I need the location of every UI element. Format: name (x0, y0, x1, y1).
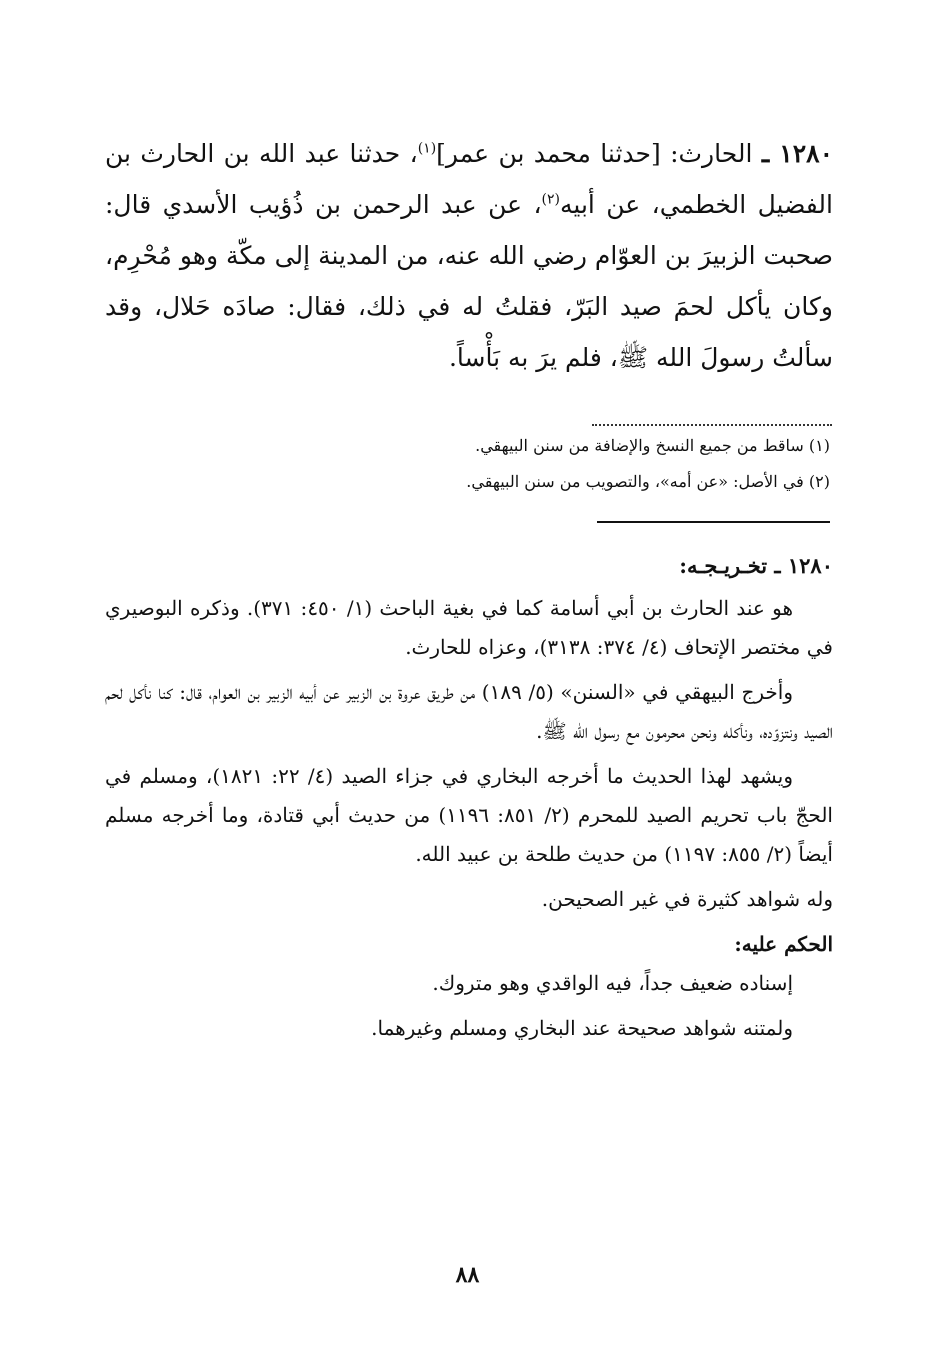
section-divider (597, 521, 830, 523)
hadith-text (105, 128, 833, 383)
takhrij-paragraph: وأخرج البيهقي في «السنن» (٥/ ١٨٩) من طريق عروة بن الزبير عن أبيه الزبير بن العوام، قال: كنا نأكل لحم الصيد ونتزوّده، ونأكله ونحن محرمون مع رسول الله ﷺ. (105, 680, 833, 743)
footnote-ref-1: (١) (417, 140, 437, 157)
shawahid-line: وله شواهد كثيرة في غير الصحيحن. (541, 887, 833, 911)
takhrij-paragraph: ويشهد لهذا الحديث ما أخرجه البخاري في جزاء الصيد (٤/ ٢٢: ١٨٢١)، ومسلم في الحجّ باب تحريم الصيد للمحرم (٢/ ٨٥١: ١١٩٦) من حديث أبي قتادة، وما أخرجه مسلم أيضاً (٢/ ٨٥٥: ١١٩٧) من حديث طلحة بن عبيد الله. (105, 764, 833, 866)
footnote-1: (١) ساقط من جميع النسخ والإضافة من سنن البيهقي. (475, 436, 830, 455)
hadith-part-3: ، عن عبد الرحمن بن ذُؤيب الأسدي قال: صحبت الزبيرَ بن العوّام رضي الله عنه، من المدينة إلى مكّة وهو مُحْرِم، وكان يأكل لحمَ صيد البَرّ، فقلتُ له في ذلك، فقال: صادَه حَلال، وقد سألتُ رسولَ الله ﷺ، فلم يرَ به بَأْساً. (105, 190, 833, 372)
footnotes (300, 428, 830, 500)
hadith-number: ١٢٨٠ ـ (761, 139, 833, 168)
takhrij-heading: ١٢٨٠ ـ تخـريـجـه: (679, 553, 833, 578)
footnote-2: (٢) في الأصل: «عن أمه»، والتصويب من سنن البيهقي. (466, 472, 830, 491)
hukm-heading: الحكم عليه: (734, 932, 833, 956)
page-number: ٨٨ (455, 1262, 480, 1288)
hadith-part-1: الحارث: [حدثنا محمد بن عمر] (436, 139, 753, 168)
footnote-ref-2: (٢) (541, 191, 560, 208)
takhrij-section (105, 546, 833, 1054)
hukm-section (105, 964, 833, 1048)
hukm-line: إسناده ضعيف جداً، فيه الواقدي وهو متروك. (432, 971, 793, 995)
hukm-line: ولمتنه شواهد صحيحة عند البخاري ومسلم وغيرهما. (371, 1016, 793, 1040)
footnote-separator (592, 424, 832, 426)
takhrij-paragraph: هو عند الحارث بن أبي أسامة كما في بغية الباحث (١/ ٤٥٠: ٣٧١). وذكره البوصيري في مختصر الإتحاف (٤/ ٣٧٤: ٣١٣٨)، وعزاه للحارث. (105, 596, 833, 659)
hadith-part-2: ، حدثنا عبد الله بن الحارث بن الفضيل الخطمي، عن أبيه (105, 139, 833, 219)
